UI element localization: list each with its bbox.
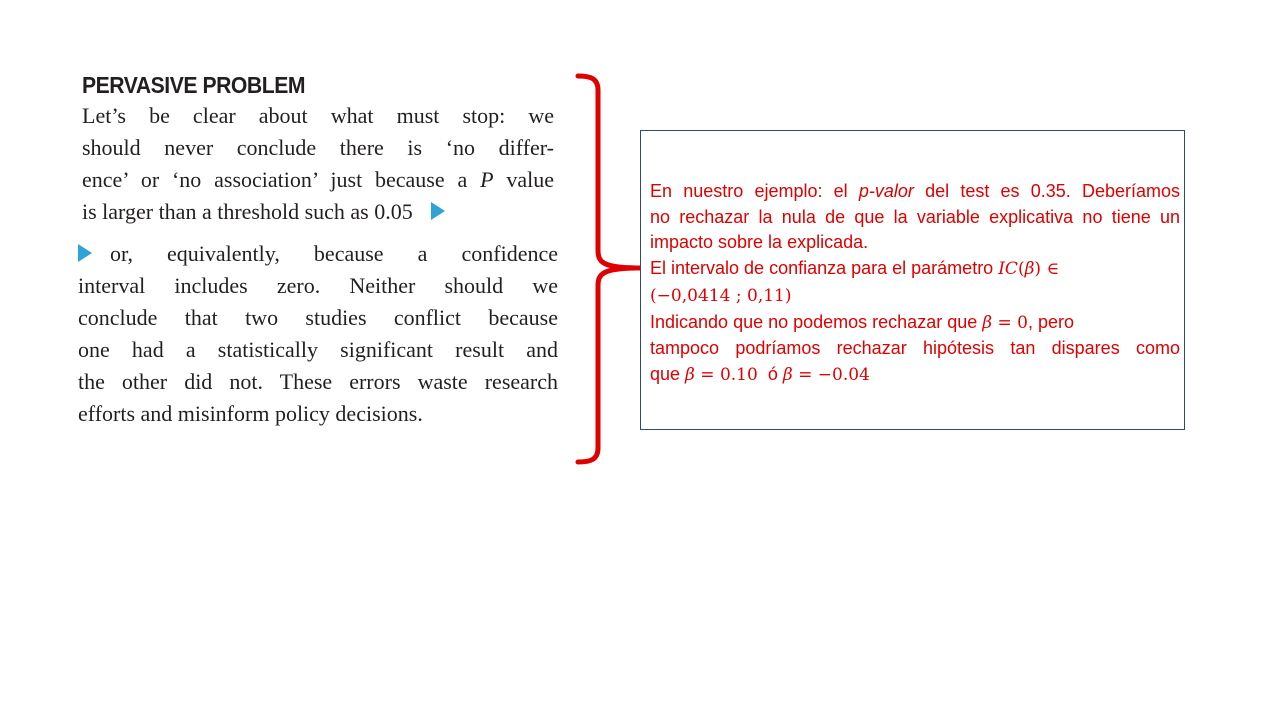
excerpt-line: ence’ or ‘no association’ just because a P value bbox=[82, 167, 554, 192]
excerpt-paragraph-1 bbox=[82, 100, 554, 228]
note-line-4 bbox=[650, 256, 1180, 283]
excerpt-line: Let’s be clear about what must stop: we bbox=[82, 103, 554, 128]
note-math: (−0,0414 ; 0,11) bbox=[650, 285, 792, 306]
excerpt-heading: PERVASIVE PROBLEM bbox=[82, 72, 306, 98]
excerpt-line: interval includes zero. Neither should we bbox=[78, 273, 558, 298]
note-italic-text: p-valor bbox=[858, 181, 914, 201]
red-brace-icon bbox=[574, 72, 646, 466]
note-line-7: tampoco podríamos rechazar hipótesis tan dispares como bbox=[650, 338, 1180, 359]
excerpt-line-text: is larger than a threshold such as 0.05 bbox=[82, 199, 413, 224]
italic-p: P bbox=[480, 167, 494, 192]
brace-stroke bbox=[578, 76, 640, 462]
excerpt-line-start bbox=[78, 238, 558, 270]
note-math: IC(β) ∈ bbox=[998, 259, 1060, 280]
blue-triangle-icon bbox=[78, 244, 92, 262]
explanation-text bbox=[650, 179, 1180, 389]
note-text: que bbox=[650, 363, 686, 384]
note-line-3: impacto sobre la explicada. bbox=[650, 232, 869, 253]
note-text: ó bbox=[757, 363, 783, 384]
excerpt-line: should never conclude there is ‘no differ- bbox=[82, 135, 554, 160]
excerpt-line: the other did not. These errors waste research bbox=[78, 369, 558, 394]
note-text: del test es 0.35. Deberíamos bbox=[913, 181, 1181, 201]
excerpt-line: efforts and misinform policy decisions. bbox=[78, 401, 423, 426]
note-line-1 bbox=[650, 179, 1180, 205]
note-text: , pero bbox=[1027, 311, 1074, 332]
note-line-5 bbox=[650, 283, 1180, 310]
note-math: β = 0.10 bbox=[685, 364, 758, 385]
note-text: En nuestro ejemplo: el bbox=[650, 181, 859, 201]
note-math: β = 0 bbox=[982, 312, 1028, 333]
note-line-8 bbox=[650, 362, 1180, 389]
blue-triangle-icon bbox=[431, 202, 445, 220]
note-text: El intervalo de confianza para el parámetro bbox=[650, 258, 999, 279]
excerpt-line-end bbox=[82, 196, 554, 228]
article-excerpt bbox=[78, 70, 563, 430]
explanation-box bbox=[640, 130, 1185, 430]
note-line-2: no rechazar la nula de que la variable explicativa no tiene un bbox=[650, 206, 1180, 227]
note-math: β = −0.04 bbox=[782, 364, 870, 385]
note-text: Indicando que no podemos rechazar que bbox=[650, 311, 983, 332]
excerpt-paragraph-2 bbox=[78, 238, 558, 430]
excerpt-line: one had a statistically significant result and bbox=[78, 337, 558, 362]
excerpt-line: conclude that two studies conflict because bbox=[78, 305, 558, 330]
note-line-6 bbox=[650, 310, 1180, 337]
excerpt-line-text: or, equivalently, because a confidence bbox=[110, 241, 558, 266]
